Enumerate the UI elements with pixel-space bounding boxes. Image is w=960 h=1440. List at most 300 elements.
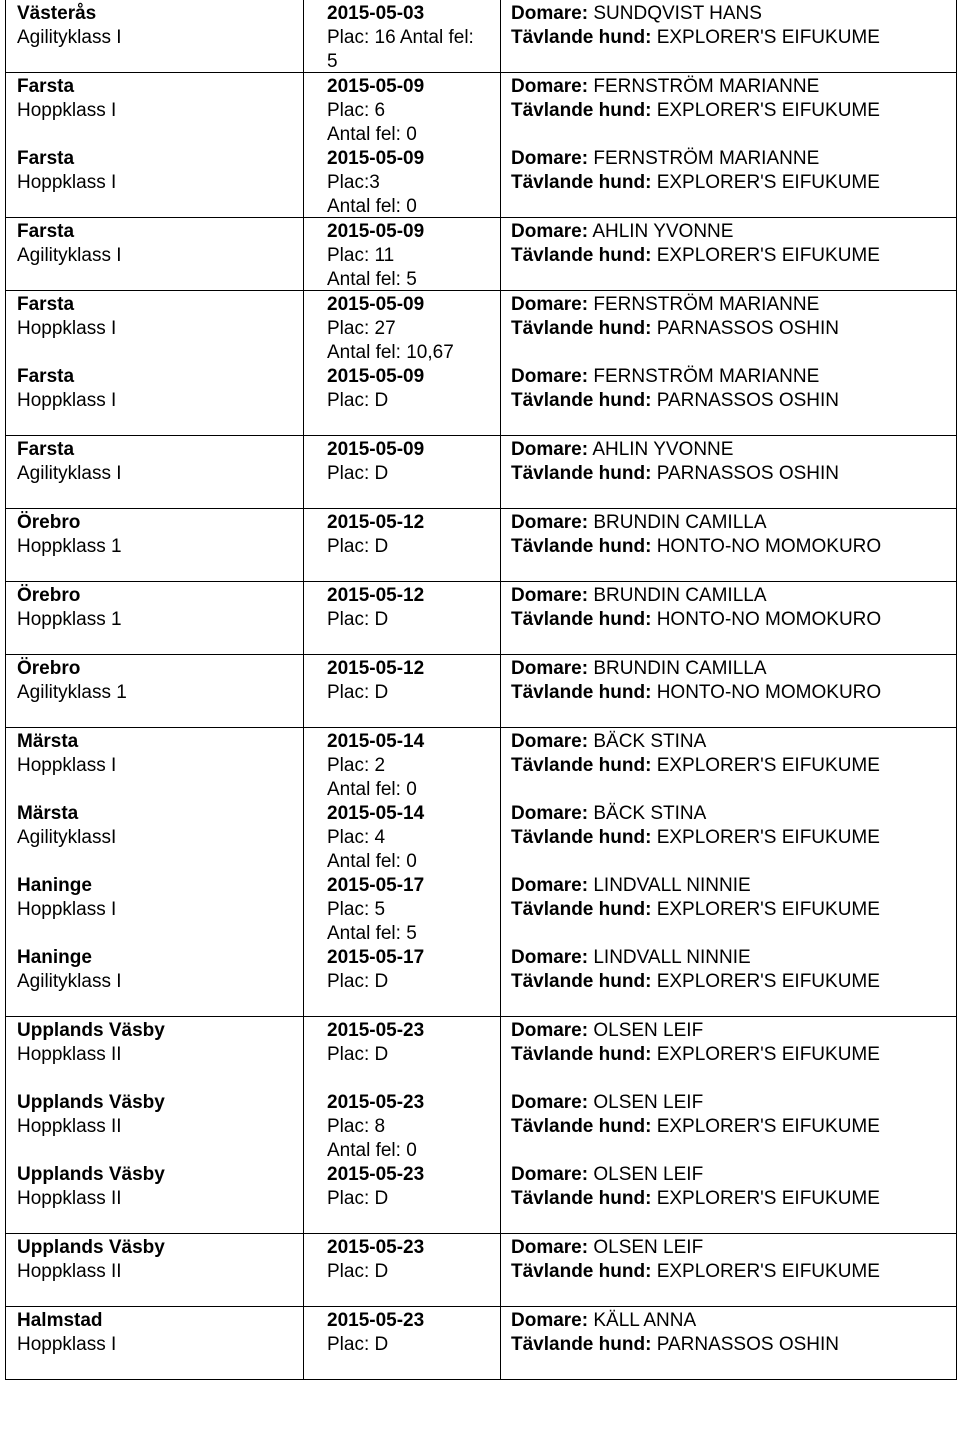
- result-group: [5, 218, 957, 291]
- location-column: [6, 291, 304, 435]
- result-entry: [304, 0, 500, 72]
- judge-label: Domare:: [511, 148, 589, 169]
- details-entry: [501, 728, 956, 800]
- judge-line: [501, 365, 956, 389]
- judge-name: FERNSTRÖM MARIANNE: [593, 76, 820, 97]
- details-entry: [501, 800, 956, 872]
- competition-class: Agilityklass 1: [17, 682, 127, 703]
- location-column: [6, 509, 304, 581]
- result-column: [304, 509, 501, 581]
- result-entry: [304, 509, 500, 581]
- judge-label: Domare:: [511, 1092, 589, 1113]
- result-line: Plac: D: [327, 1044, 389, 1065]
- result-entry: [304, 145, 500, 217]
- result-entry: [304, 218, 500, 290]
- details-column: [501, 655, 956, 727]
- details-entry: [501, 872, 956, 944]
- result-line: Plac: 27: [327, 318, 396, 339]
- competition-date: 2015-05-23: [327, 1020, 425, 1041]
- dog-line: [501, 171, 956, 195]
- location-column: [6, 1234, 304, 1306]
- location-column: [6, 655, 304, 727]
- dog-line: [501, 99, 956, 123]
- judge-line: [501, 1019, 956, 1043]
- result-line: Plac: D: [327, 682, 389, 703]
- dog-line: [501, 1043, 956, 1067]
- result-entry: [304, 728, 500, 800]
- dog-line: [501, 1187, 956, 1211]
- judge-line: [501, 657, 956, 681]
- competition-place: Örebro: [17, 585, 81, 606]
- judge-line: [501, 730, 956, 754]
- result-line: Antal fel: 0: [327, 779, 417, 800]
- result-group: [5, 1234, 957, 1307]
- result-entry: [304, 1234, 500, 1306]
- competition-class: Hoppklass I: [17, 390, 117, 411]
- details-entry: [501, 1234, 956, 1306]
- judge-line: [501, 438, 956, 462]
- competition-entry: [6, 73, 303, 145]
- competition-entry: [6, 363, 303, 435]
- dog-line: [501, 898, 956, 922]
- dog-line: [501, 317, 956, 341]
- result-column: [304, 1017, 501, 1233]
- dog-label: Tävlande hund:: [511, 609, 652, 630]
- competition-date: 2015-05-09: [327, 366, 425, 387]
- result-group: [5, 0, 957, 73]
- result-entry: [304, 363, 500, 435]
- judge-label: Domare:: [511, 731, 589, 752]
- competition-class: Hoppklass 1: [17, 536, 122, 557]
- judge-line: [501, 75, 956, 99]
- result-line: Plac: D: [327, 1261, 389, 1282]
- result-line: Antal fel: 0: [327, 124, 417, 145]
- result-line: Plac: 6: [327, 100, 386, 121]
- judge-name: SUNDQVIST HANS: [593, 3, 762, 24]
- competition-class: Hoppklass I: [17, 100, 117, 121]
- competition-class: Hoppklass I: [17, 318, 117, 339]
- details-entry: [501, 1017, 956, 1089]
- dog-name: EXPLORER'S EIFUKUME: [656, 899, 880, 920]
- competition-entry: [6, 800, 303, 872]
- competition-place: Örebro: [17, 658, 81, 679]
- competition-entry: [6, 582, 303, 654]
- competition-entry: [6, 728, 303, 800]
- result-group: [5, 655, 957, 728]
- judge-label: Domare:: [511, 366, 589, 387]
- result-line: Plac: D: [327, 1334, 389, 1355]
- result-line: Plac: 4: [327, 827, 386, 848]
- judge-line: [501, 802, 956, 826]
- result-column: [304, 655, 501, 727]
- dog-label: Tävlande hund:: [511, 971, 652, 992]
- competition-date: 2015-05-14: [327, 731, 425, 752]
- competition-place: Märsta: [17, 803, 79, 824]
- result-column: [304, 291, 501, 435]
- competition-class: Hoppklass I: [17, 1334, 117, 1355]
- judge-line: [501, 147, 956, 171]
- dog-name: EXPLORER'S EIFUKUME: [656, 755, 880, 776]
- result-line: Plac: 5: [327, 899, 386, 920]
- competition-place: Upplands Väsby: [17, 1020, 165, 1041]
- result-group: [5, 582, 957, 655]
- competition-date: 2015-05-23: [327, 1164, 425, 1185]
- dog-label: Tävlande hund:: [511, 463, 652, 484]
- results-table: [5, 0, 957, 1380]
- dog-name: EXPLORER'S EIFUKUME: [656, 100, 880, 121]
- result-entry: [304, 582, 500, 654]
- details-entry: [501, 436, 956, 508]
- result-column: [304, 73, 501, 217]
- result-group: [5, 436, 957, 509]
- competition-entry: [6, 145, 303, 217]
- competition-date: 2015-05-09: [327, 439, 425, 460]
- judge-name: AHLIN YVONNE: [592, 439, 734, 460]
- competition-date: 2015-05-12: [327, 658, 425, 679]
- competition-entry: [6, 509, 303, 581]
- dog-line: [501, 535, 956, 559]
- location-column: [6, 436, 304, 508]
- result-group: [5, 728, 957, 1017]
- competition-entry: [6, 872, 303, 944]
- dog-label: Tävlande hund:: [511, 755, 652, 776]
- result-column: [304, 1234, 501, 1306]
- competition-place: Farsta: [17, 221, 75, 242]
- competition-entry: [6, 291, 303, 363]
- result-entry: [304, 1089, 500, 1161]
- result-group: [5, 1017, 957, 1234]
- judge-name: BÄCK STINA: [593, 803, 707, 824]
- dog-line: [501, 1260, 956, 1284]
- result-entry: [304, 291, 500, 363]
- result-entry: [304, 872, 500, 944]
- dog-line: [501, 1115, 956, 1139]
- dog-label: Tävlande hund:: [511, 1116, 652, 1137]
- competition-class: AgilityklassI: [17, 827, 117, 848]
- dog-name: HONTO-NO MOMOKURO: [656, 609, 882, 630]
- dog-line: [501, 681, 956, 705]
- result-entry: [304, 1161, 500, 1233]
- judge-label: Domare:: [511, 947, 589, 968]
- dog-label: Tävlande hund:: [511, 390, 652, 411]
- judge-name: OLSEN LEIF: [593, 1237, 704, 1258]
- competition-class: Agilityklass I: [17, 463, 122, 484]
- judge-label: Domare:: [511, 1164, 589, 1185]
- judge-line: [501, 220, 956, 244]
- competition-date: 2015-05-09: [327, 76, 425, 97]
- result-entry: [304, 944, 500, 1016]
- details-column: [501, 73, 956, 217]
- competition-place: Upplands Väsby: [17, 1092, 165, 1113]
- details-column: [501, 1017, 956, 1233]
- judge-line: [501, 874, 956, 898]
- judge-name: LINDVALL NINNIE: [593, 947, 751, 968]
- dog-name: PARNASSOS OSHIN: [656, 390, 839, 411]
- dog-name: EXPLORER'S EIFUKUME: [656, 971, 880, 992]
- result-line: Plac: D: [327, 536, 389, 557]
- competition-entry: [6, 1161, 303, 1233]
- dog-line: [501, 26, 956, 50]
- location-column: [6, 0, 304, 72]
- judge-label: Domare:: [511, 875, 589, 896]
- judge-name: KÄLL ANNA: [593, 1310, 697, 1331]
- competition-entry: [6, 1017, 303, 1089]
- dog-label: Tävlande hund:: [511, 27, 652, 48]
- details-column: [501, 0, 956, 72]
- competition-place: Märsta: [17, 731, 79, 752]
- competition-class: Hoppklass I: [17, 755, 117, 776]
- location-column: [6, 1017, 304, 1233]
- competition-place: Upplands Väsby: [17, 1237, 165, 1258]
- details-entry: [501, 1161, 956, 1233]
- competition-place: Haninge: [17, 875, 92, 896]
- competition-class: Hoppklass I: [17, 172, 117, 193]
- competition-entry: [6, 218, 303, 290]
- competition-place: Halmstad: [17, 1310, 103, 1331]
- judge-label: Domare:: [511, 1310, 589, 1331]
- dog-label: Tävlande hund:: [511, 318, 652, 339]
- dog-label: Tävlande hund:: [511, 172, 652, 193]
- dog-name: HONTO-NO MOMOKURO: [656, 682, 882, 703]
- judge-label: Domare:: [511, 294, 589, 315]
- competition-date: 2015-05-23: [327, 1310, 425, 1331]
- dog-line: [501, 462, 956, 486]
- judge-name: FERNSTRÖM MARIANNE: [593, 366, 820, 387]
- result-group: [5, 291, 957, 436]
- judge-name: LINDVALL NINNIE: [593, 875, 751, 896]
- dog-line: [501, 608, 956, 632]
- competition-date: 2015-05-12: [327, 585, 425, 606]
- location-column: [6, 1307, 304, 1379]
- result-entry: [304, 73, 500, 145]
- judge-name: BÄCK STINA: [593, 731, 707, 752]
- judge-name: OLSEN LEIF: [593, 1092, 704, 1113]
- competition-place: Farsta: [17, 294, 75, 315]
- result-entry: [304, 436, 500, 508]
- details-entry: [501, 1307, 956, 1379]
- dog-line: [501, 1333, 956, 1357]
- competition-date: 2015-05-23: [327, 1237, 425, 1258]
- competition-place: Haninge: [17, 947, 92, 968]
- competition-place: Upplands Väsby: [17, 1164, 165, 1185]
- details-column: [501, 728, 956, 1016]
- judge-name: FERNSTRÖM MARIANNE: [593, 148, 820, 169]
- result-entry: [304, 655, 500, 727]
- dog-label: Tävlande hund:: [511, 899, 652, 920]
- judge-line: [501, 1163, 956, 1187]
- competition-entry: [6, 1307, 303, 1379]
- dog-label: Tävlande hund:: [511, 827, 652, 848]
- dog-name: EXPLORER'S EIFUKUME: [656, 827, 880, 848]
- judge-line: [501, 293, 956, 317]
- competition-place: Farsta: [17, 76, 75, 97]
- details-entry: [501, 582, 956, 654]
- competition-entry: [6, 1089, 303, 1161]
- location-column: [6, 73, 304, 217]
- competition-class: Hoppklass II: [17, 1116, 122, 1137]
- dog-line: [501, 244, 956, 268]
- result-column: [304, 1307, 501, 1379]
- dog-label: Tävlande hund:: [511, 1334, 652, 1355]
- competition-entry: [6, 436, 303, 508]
- judge-label: Domare:: [511, 658, 589, 679]
- result-column: [304, 436, 501, 508]
- details-column: [501, 582, 956, 654]
- judge-line: [501, 511, 956, 535]
- competition-class: Hoppklass II: [17, 1188, 122, 1209]
- dog-label: Tävlande hund:: [511, 245, 652, 266]
- result-line: 5: [327, 51, 338, 72]
- result-line: Plac: D: [327, 609, 389, 630]
- judge-name: AHLIN YVONNE: [592, 221, 734, 242]
- details-entry: [501, 1089, 956, 1161]
- competition-entry: [6, 655, 303, 727]
- details-entry: [501, 291, 956, 363]
- dog-name: HONTO-NO MOMOKURO: [656, 536, 882, 557]
- result-line: Antal fel: 10,67: [327, 342, 454, 363]
- result-line: Antal fel: 5: [327, 923, 417, 944]
- dog-name: EXPLORER'S EIFUKUME: [656, 1261, 880, 1282]
- competition-class: Hoppklass 1: [17, 609, 122, 630]
- result-line: Antal fel: 0: [327, 1140, 417, 1161]
- competition-place: Farsta: [17, 366, 75, 387]
- judge-line: [501, 1236, 956, 1260]
- competition-date: 2015-05-09: [327, 221, 425, 242]
- dog-line: [501, 970, 956, 994]
- result-column: [304, 728, 501, 1016]
- location-column: [6, 728, 304, 1016]
- competition-place: Farsta: [17, 439, 75, 460]
- dog-label: Tävlande hund:: [511, 100, 652, 121]
- result-line: Plac: D: [327, 463, 389, 484]
- dog-line: [501, 389, 956, 413]
- dog-name: EXPLORER'S EIFUKUME: [656, 172, 880, 193]
- judge-line: [501, 1091, 956, 1115]
- judge-label: Domare:: [511, 585, 589, 606]
- location-column: [6, 582, 304, 654]
- judge-label: Domare:: [511, 1020, 589, 1041]
- competition-date: 2015-05-09: [327, 294, 425, 315]
- judge-label: Domare:: [511, 803, 589, 824]
- competition-place: Örebro: [17, 512, 81, 533]
- result-line: Plac:3: [327, 172, 380, 193]
- details-entry: [501, 655, 956, 727]
- result-column: [304, 582, 501, 654]
- result-line: Plac: 16 Antal fel:: [327, 27, 474, 48]
- dog-name: PARNASSOS OSHIN: [656, 463, 839, 484]
- competition-place: Västerås: [17, 3, 97, 24]
- details-column: [501, 509, 956, 581]
- result-line: Plac: D: [327, 390, 389, 411]
- result-line: Plac: 8: [327, 1116, 386, 1137]
- details-column: [501, 291, 956, 435]
- details-column: [501, 218, 956, 290]
- dog-name: EXPLORER'S EIFUKUME: [656, 245, 880, 266]
- result-line: Plac: 2: [327, 755, 386, 776]
- result-line: Antal fel: 5: [327, 269, 417, 290]
- details-entry: [501, 145, 956, 217]
- competition-class: Hoppklass II: [17, 1044, 122, 1065]
- judge-line: [501, 1309, 956, 1333]
- result-entry: [304, 800, 500, 872]
- dog-name: EXPLORER'S EIFUKUME: [656, 27, 880, 48]
- result-entry: [304, 1307, 500, 1379]
- result-line: Plac: D: [327, 1188, 389, 1209]
- details-entry: [501, 73, 956, 145]
- competition-date: 2015-05-14: [327, 803, 425, 824]
- result-line: Antal fel: 0: [327, 851, 417, 872]
- dog-label: Tävlande hund:: [511, 1261, 652, 1282]
- details-entry: [501, 0, 956, 72]
- dog-label: Tävlande hund:: [511, 682, 652, 703]
- judge-label: Domare:: [511, 1237, 589, 1258]
- judge-label: Domare:: [511, 76, 589, 97]
- result-group: [5, 509, 957, 582]
- competition-entry: [6, 944, 303, 1016]
- result-column: [304, 0, 501, 72]
- competition-date: 2015-05-23: [327, 1092, 425, 1113]
- competition-class: Hoppklass II: [17, 1261, 122, 1282]
- competition-date: 2015-05-09: [327, 148, 425, 169]
- judge-line: [501, 946, 956, 970]
- result-entry: [304, 1017, 500, 1089]
- competition-date: 2015-05-03: [327, 3, 425, 24]
- judge-label: Domare:: [511, 512, 589, 533]
- judge-label: Domare:: [511, 221, 589, 242]
- competition-class: Agilityklass I: [17, 27, 122, 48]
- competition-class: Hoppklass I: [17, 899, 117, 920]
- result-column: [304, 218, 501, 290]
- details-column: [501, 1234, 956, 1306]
- judge-label: Domare:: [511, 439, 589, 460]
- judge-label: Domare:: [511, 3, 589, 24]
- judge-name: OLSEN LEIF: [593, 1020, 704, 1041]
- dog-name: EXPLORER'S EIFUKUME: [656, 1188, 880, 1209]
- competition-class: Agilityklass I: [17, 971, 122, 992]
- judge-name: BRUNDIN CAMILLA: [593, 512, 767, 533]
- competition-date: 2015-05-12: [327, 512, 425, 533]
- competition-class: Agilityklass I: [17, 245, 122, 266]
- dog-label: Tävlande hund:: [511, 536, 652, 557]
- dog-line: [501, 826, 956, 850]
- result-group: [5, 1307, 957, 1380]
- competition-entry: [6, 1234, 303, 1306]
- details-entry: [501, 509, 956, 581]
- result-line: Plac: 11: [327, 245, 395, 266]
- competition-entry: [6, 0, 303, 72]
- competition-place: Farsta: [17, 148, 75, 169]
- dog-label: Tävlande hund:: [511, 1044, 652, 1065]
- judge-name: BRUNDIN CAMILLA: [593, 658, 767, 679]
- result-line: Plac: D: [327, 971, 389, 992]
- dog-name: EXPLORER'S EIFUKUME: [656, 1116, 880, 1137]
- dog-line: [501, 754, 956, 778]
- judge-line: [501, 584, 956, 608]
- details-column: [501, 436, 956, 508]
- dog-name: PARNASSOS OSHIN: [656, 318, 839, 339]
- judge-name: BRUNDIN CAMILLA: [593, 585, 767, 606]
- location-column: [6, 218, 304, 290]
- dog-label: Tävlande hund:: [511, 1188, 652, 1209]
- judge-line: [501, 2, 956, 26]
- result-group: [5, 73, 957, 218]
- details-entry: [501, 363, 956, 435]
- judge-name: FERNSTRÖM MARIANNE: [593, 294, 820, 315]
- dog-name: EXPLORER'S EIFUKUME: [656, 1044, 880, 1065]
- details-entry: [501, 944, 956, 1016]
- competition-date: 2015-05-17: [327, 875, 425, 896]
- result-line: Antal fel: 0: [327, 196, 417, 217]
